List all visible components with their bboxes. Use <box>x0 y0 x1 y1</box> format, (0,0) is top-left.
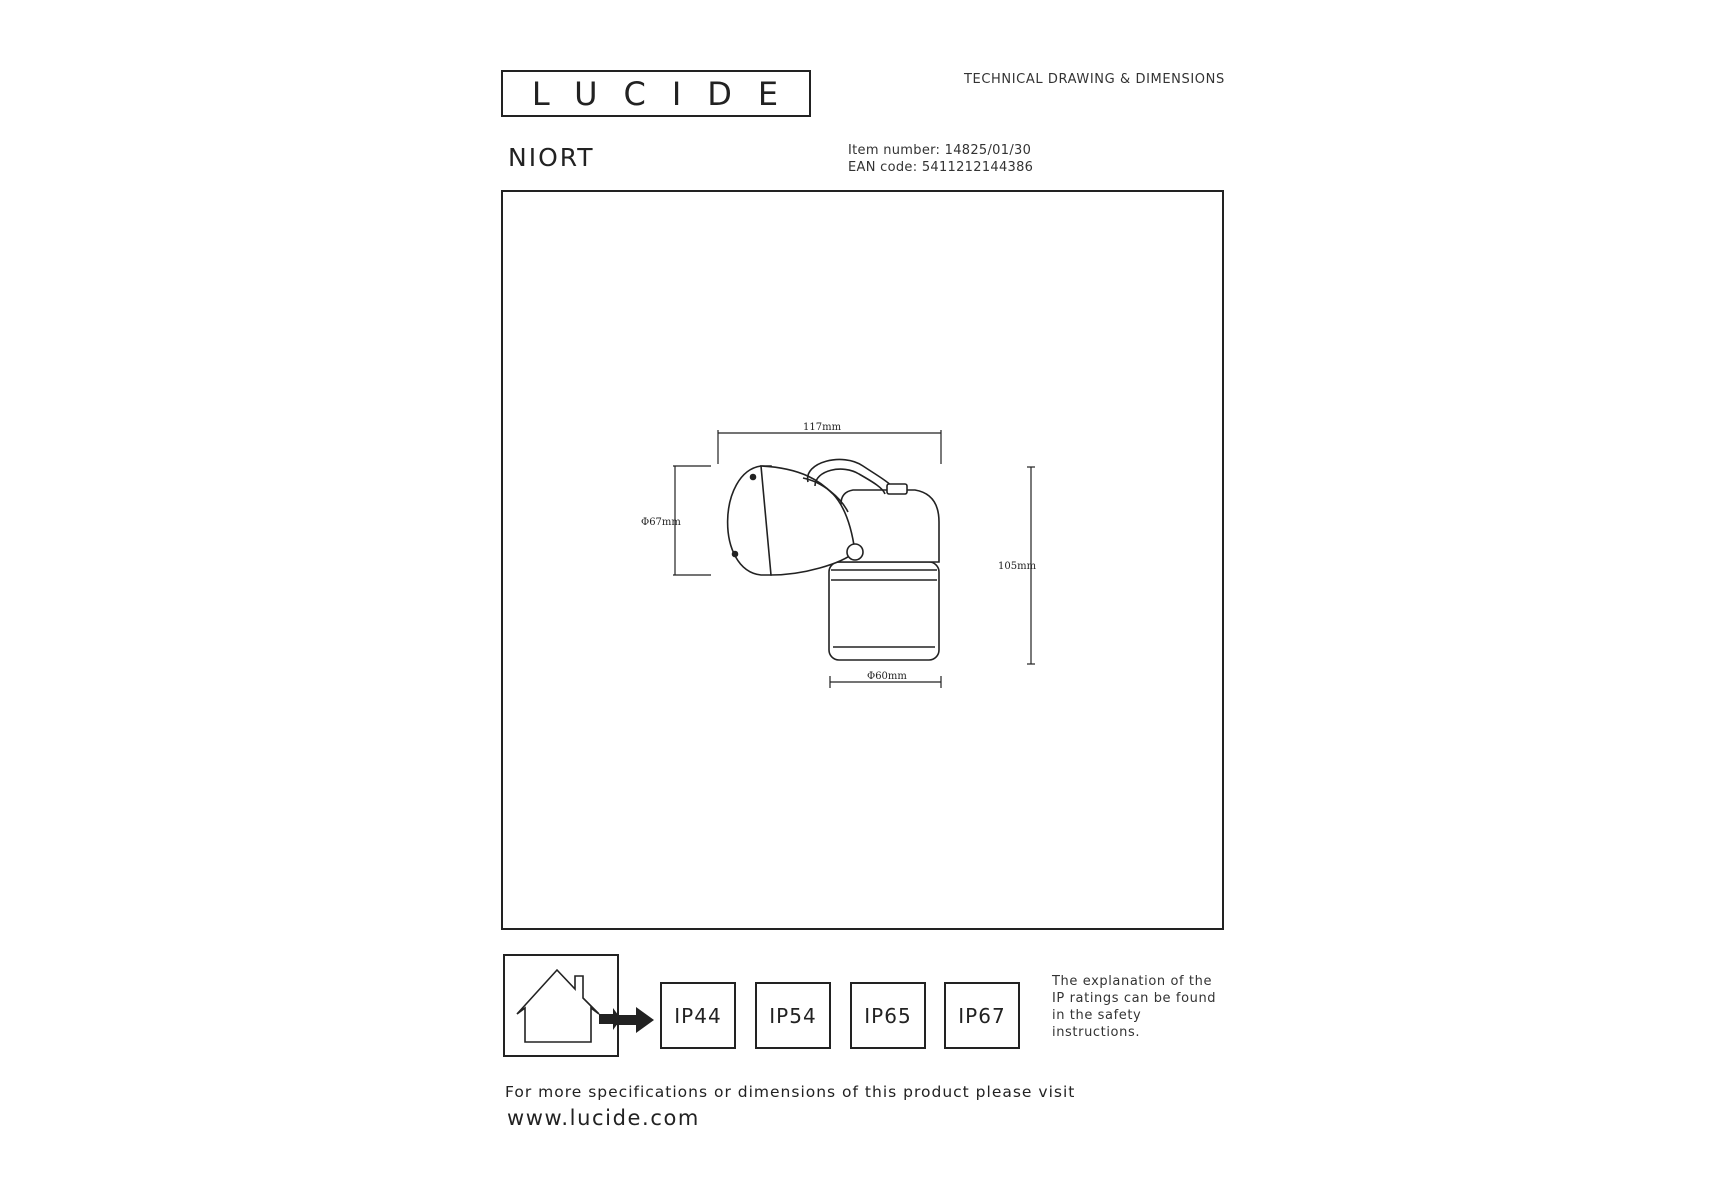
lamp-illustration <box>728 459 939 660</box>
technical-drawing-frame <box>501 190 1224 930</box>
diameter-top-label: Φ67mm <box>641 517 681 528</box>
ip-ratings-note: The explanation of the IP ratings can be found in the safety instructions. <box>1052 974 1217 1040</box>
product-meta <box>848 142 1033 176</box>
height-label: 105mm <box>998 561 1037 572</box>
document-type-label: TECHNICAL DRAWING & DIMENSIONS <box>964 72 1225 87</box>
pivot-screw <box>847 544 863 560</box>
ean-code: EAN code: 5411212144386 <box>848 160 1034 175</box>
ip54-badge: IP54 <box>755 982 831 1049</box>
ip44-badge: IP44 <box>660 982 736 1049</box>
width-label: 117mm <box>803 422 842 433</box>
ip65-badge: IP65 <box>850 982 926 1049</box>
lucide-logo <box>501 70 811 117</box>
technical-drawing <box>503 192 1226 932</box>
item-number: Item number: 14825/01/30 <box>848 143 1032 158</box>
logo-text: LUCIDE <box>531 74 805 113</box>
arrow-icon <box>614 1007 654 1037</box>
product-name: NIORT <box>508 143 595 172</box>
top-knob <box>887 484 907 494</box>
footer-text: For more specifications or dimensions of this product please visit <box>505 1083 1076 1101</box>
mount-arm-outer <box>761 466 855 575</box>
house-icon <box>505 956 621 1059</box>
diameter-bottom-label: Φ60mm <box>867 671 907 682</box>
lamp-cylinder <box>829 562 939 660</box>
ip67-badge: IP67 <box>944 982 1020 1049</box>
website-link[interactable]: www.lucide.com <box>507 1106 700 1130</box>
indoor-house-box <box>503 954 619 1057</box>
